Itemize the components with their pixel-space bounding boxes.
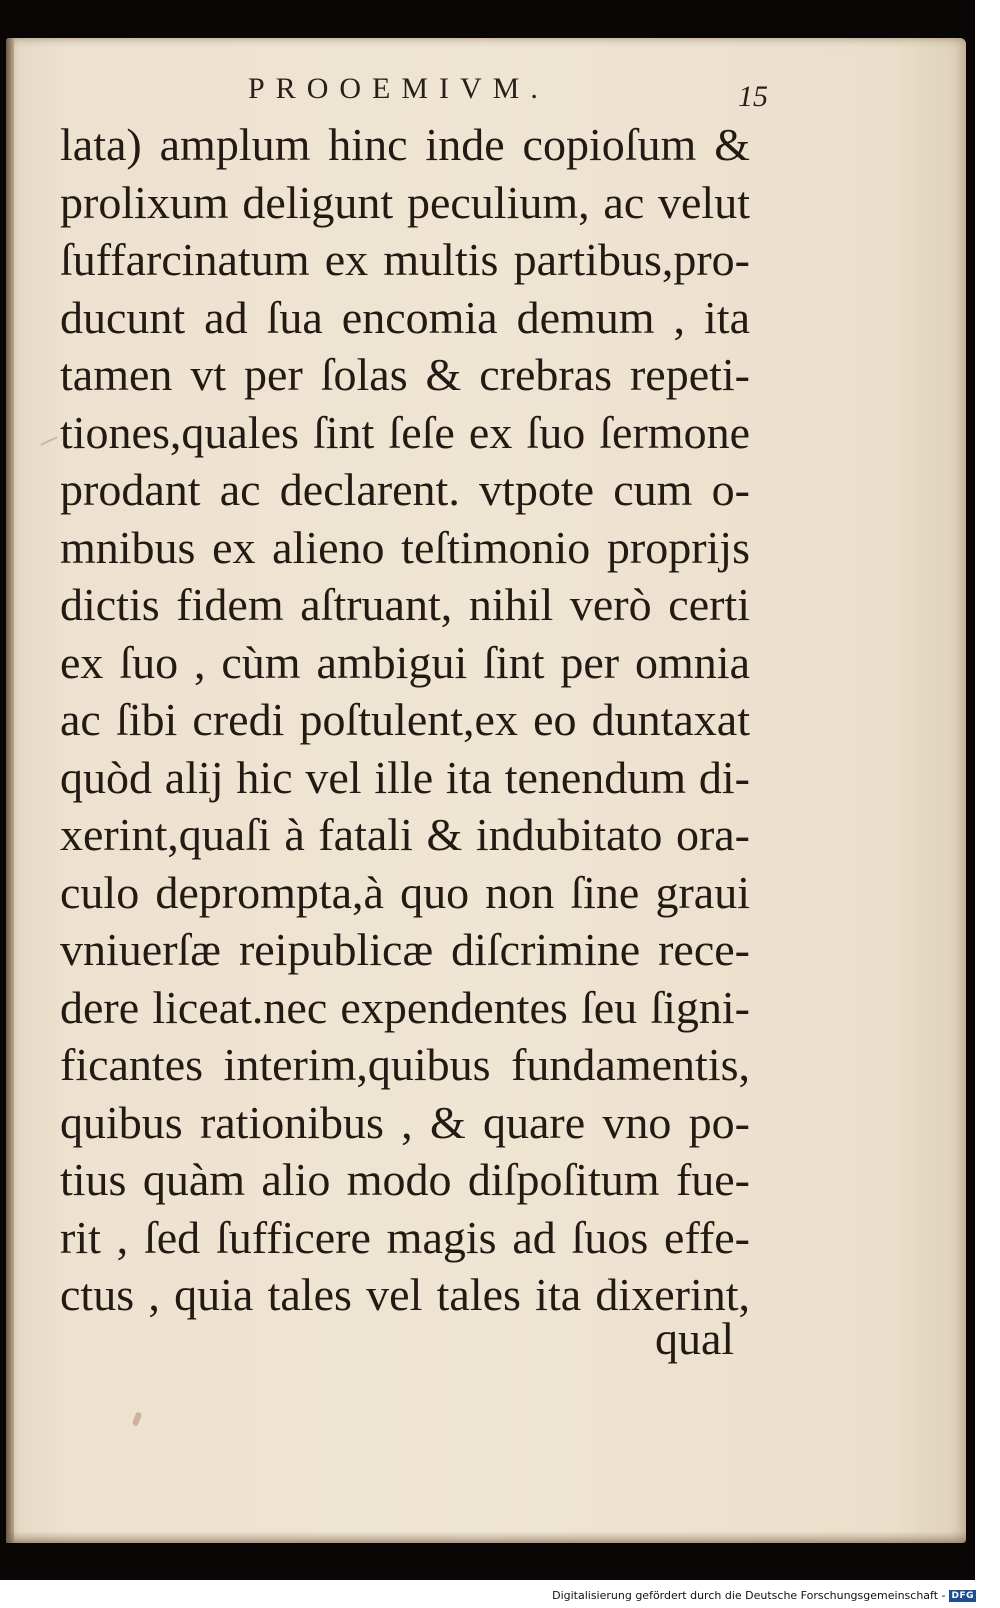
text-line: culo deprompta,à quo non ſine graui [60, 866, 750, 918]
running-head: PROOEMIVM. [248, 72, 549, 105]
text-line: lata) amplum hinc inde copioſum & [60, 119, 750, 170]
text-line: tiones,quales ſint ſeſe ex ſuo ſermone [60, 406, 750, 458]
catchword: qual [655, 1313, 735, 1364]
page-bottom-edge [6, 1531, 966, 1543]
text-line: dere liceat.nec expendentes ſeu ſigni- [60, 981, 750, 1033]
text-line: prolixum deligunt peculium, ac velut [60, 176, 750, 228]
text-line: rit , ſed ſufficere magis ad ſuos effe- [60, 1211, 750, 1263]
text-line: ducunt ad ſua encomia demum , ita [60, 291, 750, 343]
text-line: ac ſibi credi poſtulent,ex eo duntaxat [60, 694, 750, 745]
text-line: dictis fidem aſtruant, nihil verò certi [60, 579, 750, 630]
text-line: quòd alij hic vel ille ita tenendum di- [60, 751, 750, 803]
text-line: tamen vt per ſolas & crebras repeti- [60, 349, 750, 400]
text-line: ctus , quia tales vel tales ita dixerint, [60, 1269, 750, 1320]
dfg-logo: DFG [951, 1590, 974, 1601]
text-line: quibus rationibus , & quare vno po- [60, 1096, 750, 1148]
text-line: ex ſuo , cùm ambigui ſint per omnia [60, 636, 750, 688]
page-number: 15 [738, 80, 768, 113]
digitization-credit [552, 1589, 976, 1602]
page-gutter-edge [6, 38, 14, 1543]
text-line: ficantes interim,quibus fundamentis, [60, 1039, 750, 1090]
text-line: xerint,quaſi à fatali & indubitato ora- [60, 809, 750, 860]
text-line: prodant ac declarent. vtpote cum o- [60, 464, 750, 515]
credit-text: Digitalisierung gefördert durch die Deutsche Forschungsgemeinschaft - [552, 1589, 946, 1602]
text-line: mnibus ex alieno teſtimonio proprijs [60, 521, 750, 573]
text-line: vniuerſæ reipublicæ diſcrimine rece- [60, 924, 750, 975]
text-line: tius quàm alio modo diſpoſitum fue- [60, 1154, 750, 1205]
text-line: ſuffarcinatum ex multis partibus,pro- [60, 234, 750, 285]
body-text [60, 116, 750, 1324]
